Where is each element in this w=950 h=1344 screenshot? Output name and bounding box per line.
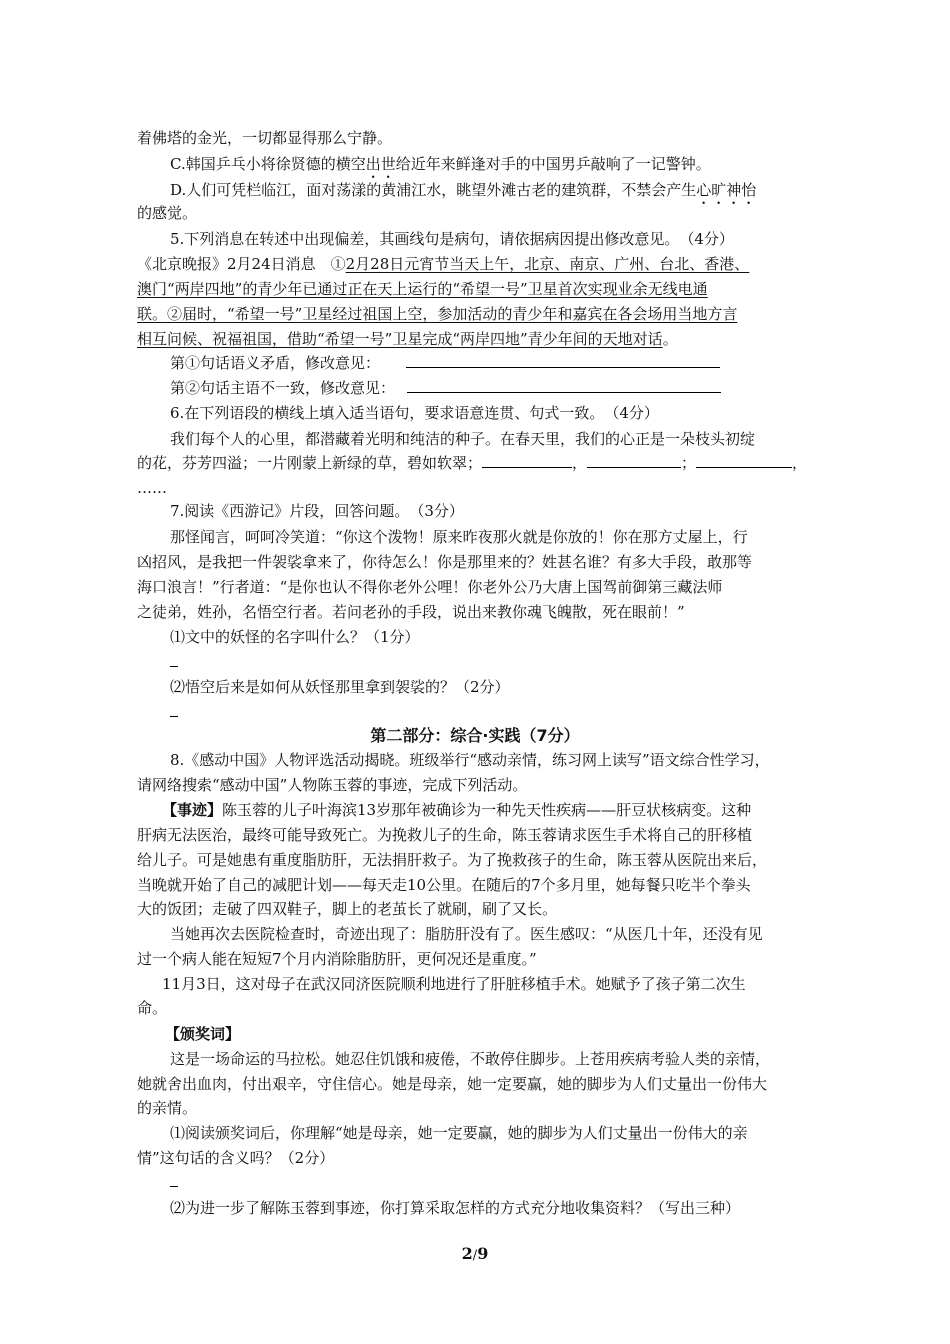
q5-line-1: 《北京晚报》2月24日消息 ①2月28日元宵节当天上午，北京、南京、广州、台北、香港、 — [137, 255, 750, 273]
q8-deeds-4: 当晚就开始了自己的减肥计划——每天走10公里。在随后的7个多月里，她每餐只吃半个拳头 — [137, 876, 751, 894]
answer-blank[interactable] — [170, 1186, 178, 1187]
q4-option-c: C.韩国乒乓小将徐贤德的横空出世给近年来鲜逢对手的中国男乒敲响了一记警钟。 — [170, 155, 711, 173]
q5-line-3: 联。②届时，“希望一号”卫星经过祖国上空，参加活动的青少年和嘉宾在各会场用当地方言 — [137, 305, 738, 323]
page-number: 2/9 — [461, 1244, 489, 1263]
q4-option-d: D.人们可凭栏临江，面对荡漾的黄浦江水，眺望外滩古老的建筑群，不禁会产生心旷神怡 — [170, 181, 757, 199]
q7-passage-1: 那怪闻言，呵呵冷笑道：“你这个泼物！原来昨夜那火就是你放的！你在那方丈屋上，行 — [170, 528, 748, 546]
q8-deeds-1: 【事迹】陈玉蓉的儿子叶海滨13岁那年被确诊为一种先天性疾病——肝豆状核病变。这种 — [162, 801, 752, 819]
q4-d-tail: 的感觉。 — [137, 204, 198, 222]
q8-award-2: 她就舍出血肉，付出艰辛，守住信心。她是母亲，她一定要赢，她的脚步为人们丈量出一份伟大 — [137, 1075, 768, 1093]
q6-line-1: 我们每个人的心里，都潜藏着光明和纯洁的种子。在春天里，我们的心正是一朵枝头初绽 — [170, 430, 756, 448]
answer-blank[interactable] — [482, 453, 572, 468]
q7-passage-4: 之徒弟，姓孙，名悟空行者。若问老孙的手段，说出来教你魂飞魄散，死在眼前！” — [137, 603, 685, 621]
q5-answer-1: 第①句话语义矛盾，修改意见： — [170, 353, 720, 373]
q8-award-3: 的亲情。 — [137, 1099, 198, 1117]
q7-sub-2: ⑵悟空后来是如何从妖怪那里拿到袈裟的？（2分） — [170, 678, 510, 696]
q6-line-2: 的花，芬芳四溢；一片刚蒙上新绿的草，碧如软翠； ， ； ， — [137, 454, 808, 472]
q8-sub-1b: 情”这句话的含义吗？（2分） — [137, 1149, 335, 1167]
q8-surgery-1: 11月3日，这对母子在武汉同济医院顺利地进行了肝脏移植手术。她赋予了孩子第二次生 — [162, 975, 746, 993]
q8-hospital-1: 当她再次去医院检查时，奇迹出现了：脂肪肝没有了。医生感叹：“从医几十年，还没有见 — [170, 925, 763, 943]
q8-surgery-2: 命。 — [137, 999, 168, 1017]
q8-sub-1a: ⑴阅读颁奖词后，你理解“她是母亲，她一定要赢，她的脚步为人们丈量出一份伟大的亲 — [170, 1124, 748, 1142]
q8-line-2: 请网络搜索“感动中国”人物陈玉蓉的事迹，完成下列活动。 — [137, 776, 528, 794]
q7-stem: 7.阅读《西游记》片段，回答问题。 （3分） — [170, 502, 464, 520]
q7-passage-3: 海口浪言！”行者道：“是你也认不得你老外公哩！你老外公乃大唐上国驾前御第三藏法师 — [137, 578, 723, 596]
q8-hospital-2: 过一个病人能在短短7个月内消除脂肪肝，更何况还是重度。” — [137, 950, 537, 968]
q6-ellipsis: …… — [137, 479, 167, 497]
q8-deeds-5: 大的饭团；走破了四双鞋子，脚上的老茧长了就刷，刷了又长。 — [137, 900, 558, 918]
answer-blank[interactable] — [406, 353, 720, 368]
q8-award-1: 这是一场命运的马拉松。她忍住饥饿和疲倦，不敢停住脚步。上苍用疾病考验人类的亲情， — [170, 1050, 771, 1068]
deeds-label: 【事迹】 — [162, 801, 223, 819]
q5-line-4: 相互问候、祝福祖国，借助“希望一号”卫星完成“两岸四地”青少年间的天地对话。 — [137, 330, 678, 348]
q5-answer-2: 第②句话主语不一致，修改意见： — [170, 378, 721, 398]
answer-blank[interactable] — [407, 378, 721, 393]
answer-blank[interactable] — [170, 716, 178, 717]
q7-passage-2: 凶招风，是我把一件袈裟拿来了，你待怎么！你是那里来的？姓甚名谁？有多大手段，敢那等 — [137, 553, 753, 571]
q7-sub-1: ⑴文中的妖怪的名字叫什么？（1分） — [170, 628, 420, 646]
answer-blank[interactable] — [170, 666, 178, 667]
answer-blank[interactable] — [587, 453, 681, 468]
q8-deeds-3: 给儿子。可是她患有重度脂肪肝，无法捐肝救子。为了挽救孩子的生命，陈玉蓉从医院出来后， — [137, 851, 768, 869]
award-label: 【颁奖词】 — [165, 1025, 241, 1043]
section-title: 第二部分：综合·实践（7分） — [370, 726, 580, 745]
q6-stem: 6.在下列语段的横线上填入适当语句，要求语意连贯、句式一致。 （4分） — [170, 404, 659, 422]
q8-line-1: 8.《感动中国》人物评选活动揭晓。班级举行“感动亲情，练习网上读写”语文综合性学习， — [170, 751, 770, 769]
q4-b-tail: 着佛塔的金光，一切都显得那么宁静。 — [137, 129, 393, 147]
q8-sub-2: ⑵为进一步了解陈玉蓉到事迹，你打算采取怎样的方式充分地收集资料？（写出三种） — [170, 1199, 741, 1217]
answer-blank[interactable] — [696, 453, 792, 468]
q5-stem: 5.下列消息在转述中出现偏差，其画线句是病句，请依据病因提出修改意见。 （4分） — [170, 230, 734, 248]
q5-line-2: 澳门“两岸四地”的青少年已通过正在天上运行的“希望一号”卫星首次实现业余无线电通 — [137, 280, 708, 298]
q8-deeds-2: 肝病无法医治，最终可能导致死亡。为挽救儿子的生命，陈玉蓉请求医生手术将自己的肝移植 — [137, 826, 753, 844]
